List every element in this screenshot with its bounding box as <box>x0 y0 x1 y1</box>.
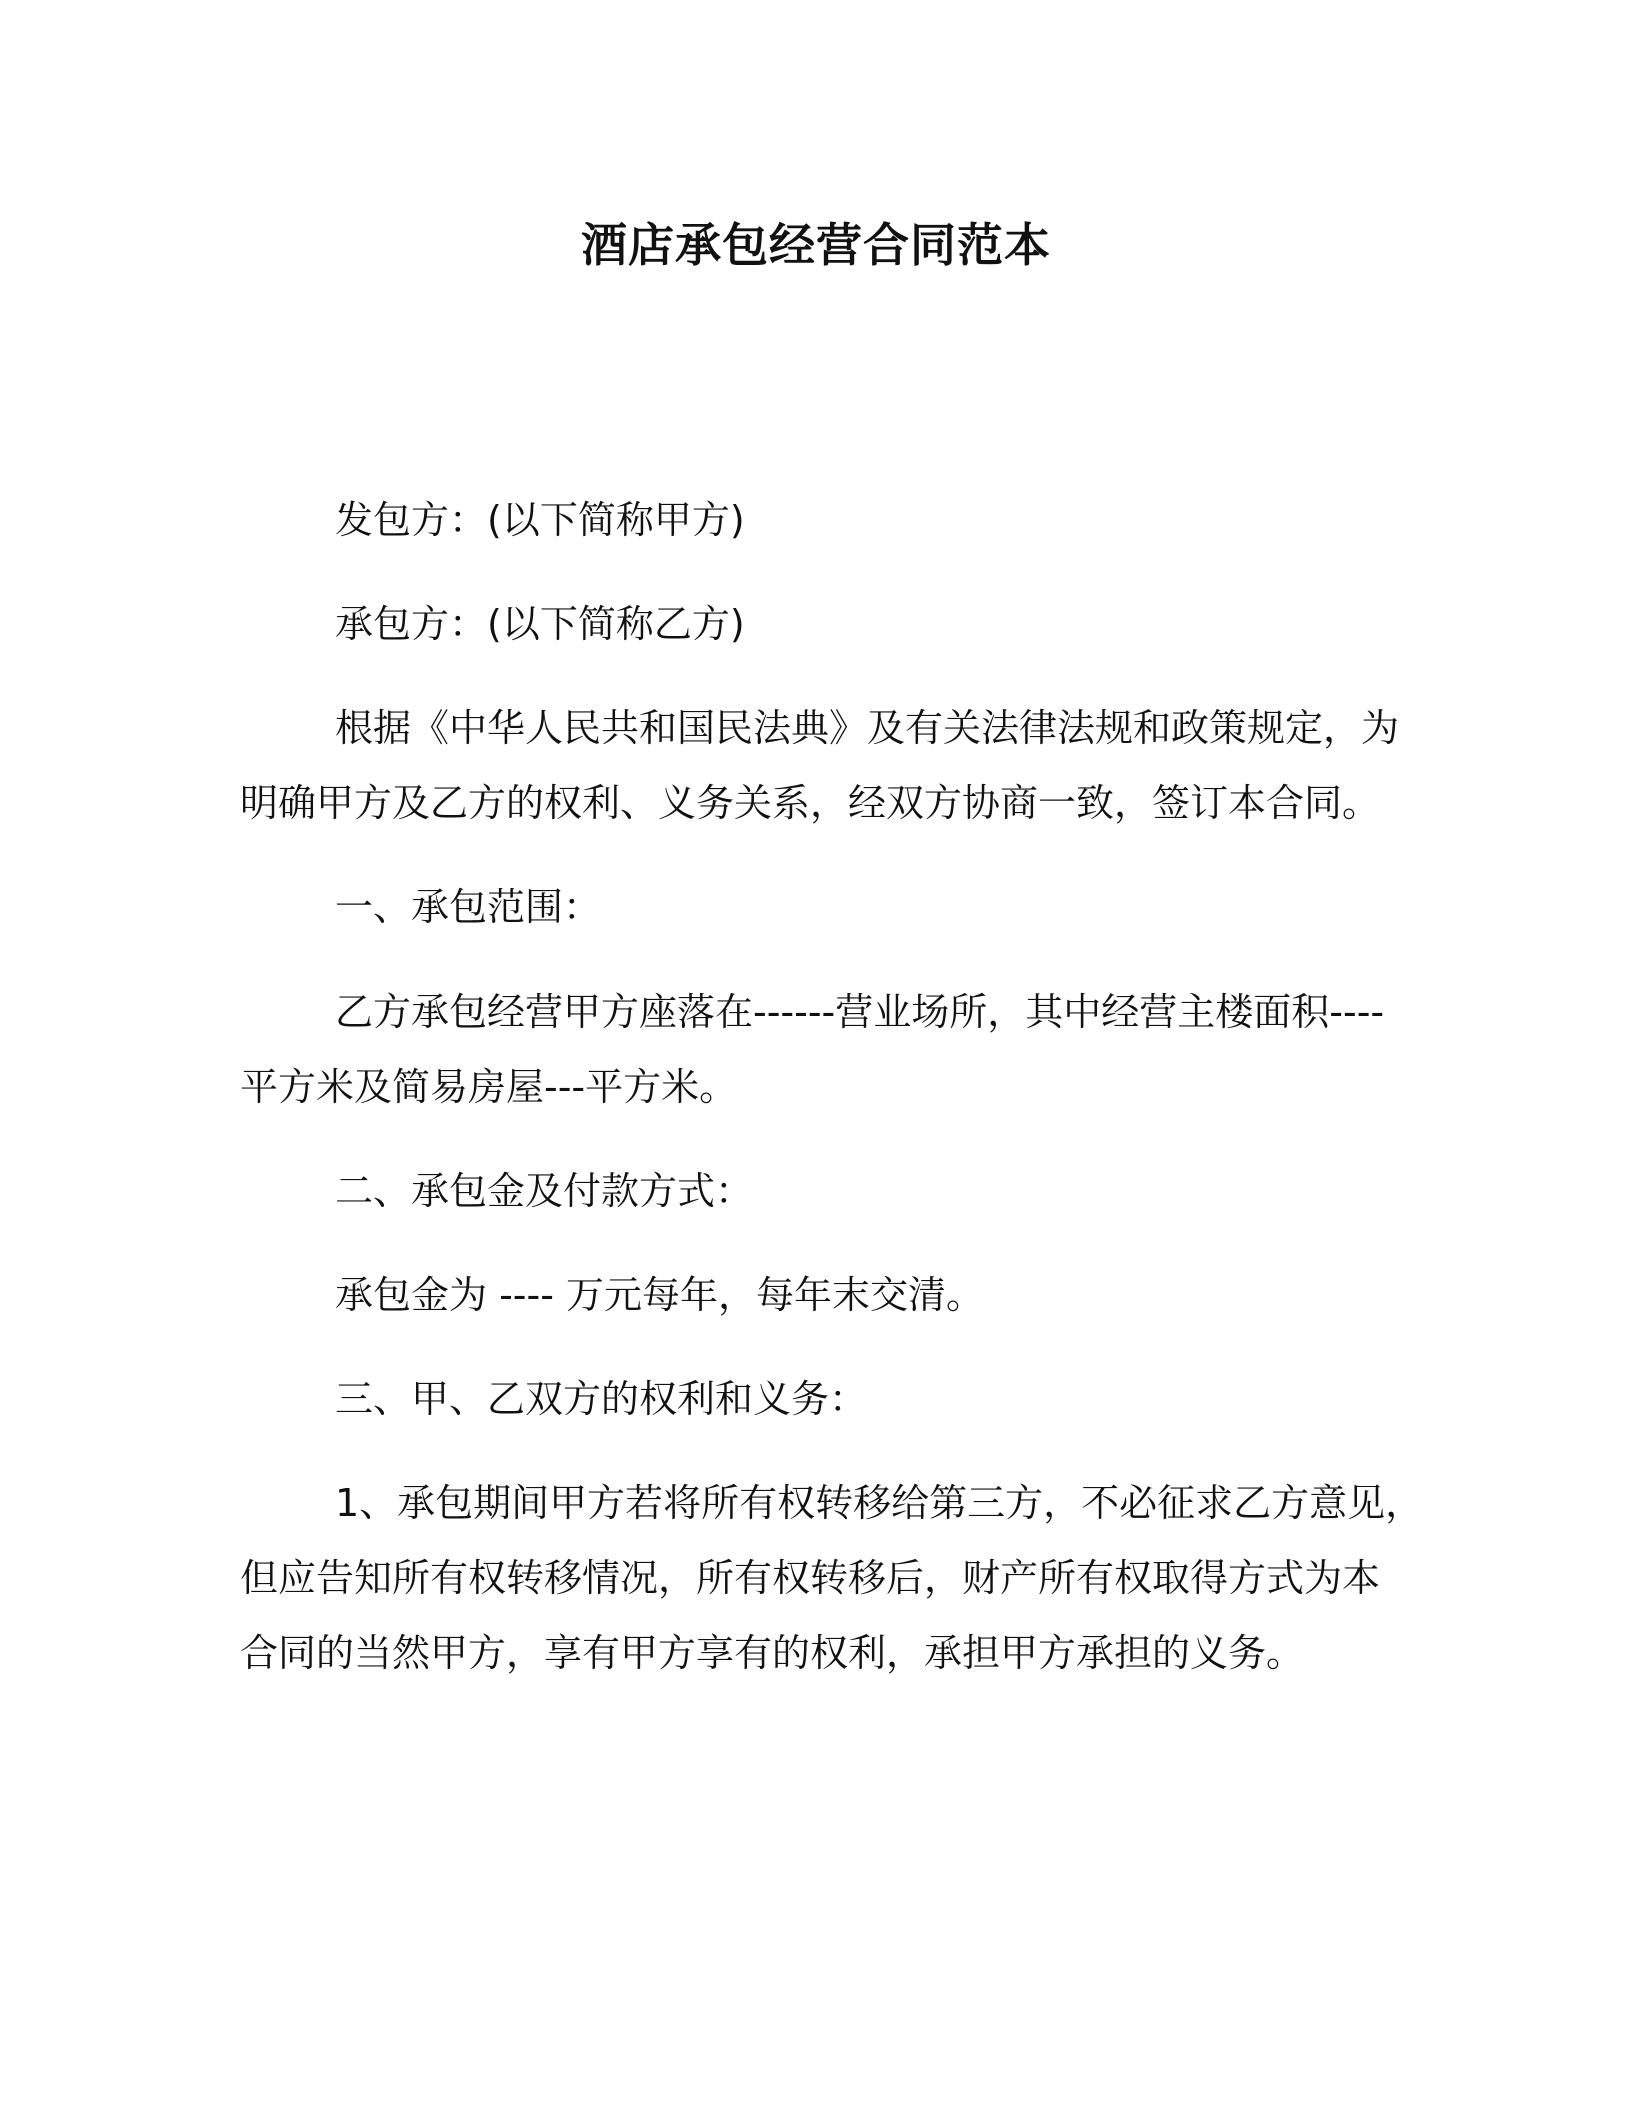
document-title: 酒店承包经营合同范本 <box>581 218 1051 272</box>
section-2-heading: 二、承包金及付款方式： <box>335 1169 754 1213</box>
party-a-line: 发包方：(以下简称甲方) <box>335 498 745 542</box>
clause-1-line-1: 1、承包期间甲方若将所有权转移给第三方，不必征求乙方意见， <box>335 1481 1424 1525</box>
section-1-text-line-2: 平方米及简易房屋---平方米。 <box>240 1065 738 1109</box>
clause-1-line-2: 但应告知所有权转移情况，所有权转移后，财产所有权取得方式为本 <box>240 1556 1381 1600</box>
preamble-line-1: 根据《中华人民共和国民法典》及有关法律法规和政策规定，为 <box>335 706 1400 750</box>
section-2-text: 承包金为 ---- 万元每年，每年末交清。 <box>335 1273 985 1317</box>
clause-1-line-3: 合同的当然甲方，享有甲方享有的权利，承担甲方承担的义务。 <box>240 1631 1305 1675</box>
section-1-text-line-1: 乙方承包经营甲方座落在------营业场所，其中经营主楼面积---- <box>335 990 1385 1034</box>
section-1-heading: 一、承包范围： <box>335 885 602 929</box>
preamble-line-2: 明确甲方及乙方的权利、义务关系，经双方协商一致，签订本合同。 <box>240 781 1381 825</box>
party-b-line: 承包方：(以下简称乙方) <box>335 602 745 646</box>
section-3-heading: 三、甲、乙双方的权利和义务： <box>335 1377 868 1421</box>
